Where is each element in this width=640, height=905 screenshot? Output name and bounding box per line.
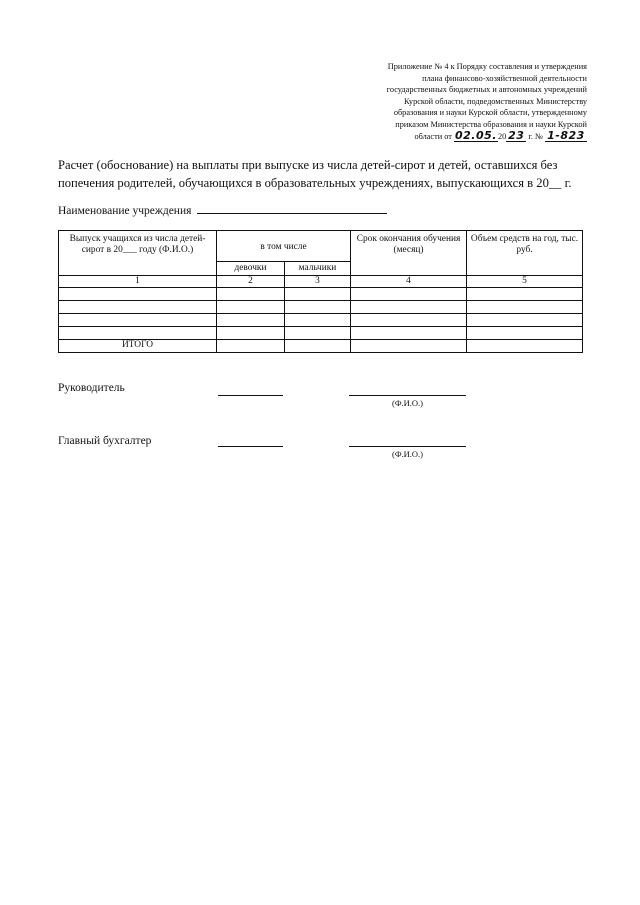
institution-name-field[interactable] — [197, 203, 387, 214]
column-numbers-row — [59, 276, 583, 288]
table-cell[interactable] — [285, 301, 351, 314]
table-cell[interactable] — [59, 301, 217, 314]
total-cell[interactable] — [467, 340, 583, 353]
head-name-line[interactable] — [349, 395, 466, 396]
appendix-date-prefix: области от — [414, 131, 452, 141]
table-cell[interactable] — [59, 288, 217, 301]
column-number: 1 — [59, 276, 217, 288]
header-including: в том числе — [217, 231, 351, 262]
table-row — [59, 301, 583, 314]
appendix-line: государственных бюджетных и автономных учреждений — [386, 85, 587, 95]
appendix-line: приказом Министерства образования и науки Курской — [395, 119, 587, 129]
appendix-line: Приложение № 4 к Порядку составления и утверждения — [387, 62, 587, 71]
table-cell[interactable] — [351, 288, 467, 301]
table-cell[interactable] — [217, 288, 285, 301]
table-row — [59, 327, 583, 340]
table-cell[interactable] — [285, 288, 351, 301]
total-label: ИТОГО — [59, 340, 217, 353]
accountant-name-line[interactable] — [349, 446, 466, 447]
accountant-fio-caption: (Ф.И.О.) — [391, 449, 424, 459]
table-cell[interactable] — [217, 314, 285, 327]
institution-label: Наименование учреждения — [58, 205, 192, 217]
appendix-line: образования и науки Курской области, утвержденному — [393, 108, 587, 118]
table-cell[interactable] — [285, 327, 351, 340]
total-cell[interactable] — [351, 340, 467, 353]
header-study-end: Срок окончания обучения (месяц) — [351, 231, 467, 276]
table-cell[interactable] — [467, 327, 583, 340]
table-cell[interactable] — [351, 314, 467, 327]
column-number: 4 — [351, 276, 467, 288]
number-prefix: г. № — [528, 131, 543, 141]
table-cell[interactable] — [217, 301, 285, 314]
accountant-signature-label: Главный бухгалтер — [58, 435, 152, 447]
handwritten-number: 1-823 — [545, 131, 587, 142]
appendix-note — [357, 61, 587, 142]
column-number: 2 — [217, 276, 285, 288]
handwritten-year: 23 — [508, 128, 525, 142]
head-signature-line[interactable] — [218, 395, 283, 396]
document-title: Расчет (обоснование) на выплаты при выпуске из числа детей-сирот и детей, оставшихся без попечения родителей, обучающихся в образовательных учреждениях, выпускающихся в 20__ г. — [58, 158, 572, 190]
total-row — [59, 340, 583, 353]
column-number: 5 — [467, 276, 583, 288]
head-signature-label: Руководитель — [58, 382, 125, 394]
column-number: 3 — [285, 276, 351, 288]
handwritten-date: 02.05. — [455, 128, 497, 142]
table-cell[interactable] — [59, 314, 217, 327]
table-cell[interactable] — [467, 314, 583, 327]
appendix-line: плана финансово-хозяйственной деятельности — [422, 73, 587, 83]
table-cell[interactable] — [467, 288, 583, 301]
accountant-signature-line[interactable] — [218, 446, 283, 447]
table-row — [59, 314, 583, 327]
appendix-last-line — [357, 128, 587, 143]
table-cell[interactable] — [285, 314, 351, 327]
institution-row — [58, 203, 387, 217]
head-fio-caption: (Ф.И.О.) — [391, 398, 424, 408]
table-row — [59, 288, 583, 301]
table-cell[interactable] — [351, 327, 467, 340]
total-cell[interactable] — [285, 340, 351, 353]
table-cell[interactable] — [467, 301, 583, 314]
table-cell[interactable] — [59, 327, 217, 340]
header-annual-amount: Объем средств на год, тыс. руб. — [467, 231, 583, 276]
year-prefix: 20 — [498, 131, 507, 141]
header-boys: мальчики — [285, 262, 351, 276]
appendix-line: Курской области, подведомственных Министерству — [404, 96, 587, 106]
table-cell[interactable] — [351, 301, 467, 314]
header-graduates: Выпуск учащихся из числа детей-сирот в 20___ году (Ф.И.О.) — [59, 231, 217, 276]
total-cell[interactable] — [217, 340, 285, 353]
calculation-table — [58, 230, 583, 353]
header-girls: девочки — [217, 262, 285, 276]
table-cell[interactable] — [217, 327, 285, 340]
